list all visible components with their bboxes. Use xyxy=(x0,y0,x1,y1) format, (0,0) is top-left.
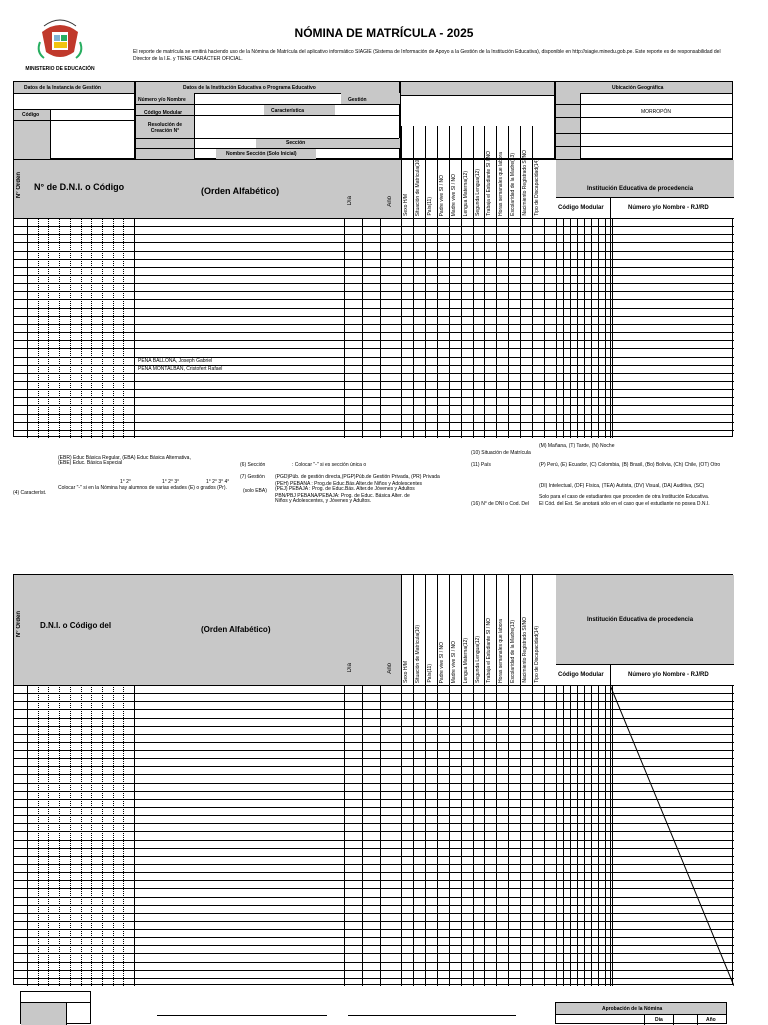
table1-body xyxy=(14,218,734,438)
note-enrollment-status: (10) Situación de Matrícula xyxy=(471,450,531,456)
column-header-8: Trabaja el Estudiante SI / NO xyxy=(486,618,493,683)
approval-day: Día xyxy=(655,1017,663,1023)
column-header-4: Padre vive SI / NO xyxy=(438,174,445,216)
dni-header-2: D.N.I. o Código del xyxy=(40,621,112,630)
column-header-1: Sexo H/M xyxy=(403,661,409,683)
table-row xyxy=(14,430,734,439)
column-header-2: Situación de Matrícula(10) xyxy=(414,157,421,216)
origin-school-header-2: Institución Educativa de procedencia xyxy=(587,617,694,623)
approval-box xyxy=(555,1002,727,1024)
note-pbn: PBN/PBJ PEBANA/PEBAJA: Prog. de Educ. Básica Alter. de xyxy=(275,493,410,499)
column-header-10: Escolaridad de la Madre(13) xyxy=(510,153,517,216)
note-section-desc: : Colocar "-" si es sección única o xyxy=(292,462,367,468)
logo xyxy=(25,12,95,74)
name-rjrd-header-2: Número y/o Nombre - RJ/RD xyxy=(628,672,709,678)
column-header-12: Tipo de Discapacidad(14) xyxy=(534,626,541,683)
institution-box xyxy=(135,81,400,159)
note-characteristic: (4) Característ. xyxy=(13,490,47,496)
day-header-2: Día xyxy=(347,663,353,673)
diagonal-line xyxy=(610,685,734,986)
order-header-2: N° Orden xyxy=(16,611,22,638)
section-name-label: Nombre Sección (Solo Inicial) xyxy=(226,151,297,157)
note-section: (6) Sección xyxy=(240,462,266,468)
column-header-2: Situación de Matrícula(10) xyxy=(414,624,421,683)
section-label: Sección xyxy=(286,140,306,146)
note-disability-desc: (DI) Intelectual, (DF) Física, (TEA) Autista, (DV) Visual, (DA) Auditiva, (SC) xyxy=(539,483,705,489)
management-label: Gestión xyxy=(348,97,367,103)
name-rjrd-header: Número y/o Nombre - RJ/RD xyxy=(628,205,709,211)
resolution-label: Resolución de Creación N° xyxy=(147,122,183,134)
coat-of-arms-icon xyxy=(30,12,90,64)
origin-school-header: Institución Educativa de procedencia xyxy=(587,186,694,192)
location-title: Ubicación Geográfica xyxy=(612,85,664,91)
student-name: PEÑA BALLONA, Joseph Gabriel xyxy=(138,358,213,365)
modular-code-col-header: Código Modular xyxy=(558,205,604,211)
column-header-8: Trabaja el Estudiante SI / NO xyxy=(486,151,493,216)
instance-code-label: Código xyxy=(22,112,40,118)
note-origin-desc: Solo para el caso de estudiantes que proceden de otra Institución Educativa. xyxy=(539,494,710,500)
dni-header: N° de D.N.I. o Código xyxy=(34,182,125,192)
column-header-3: País(11) xyxy=(426,197,433,216)
ministry-label: MINISTERIO DE EDUCACIÓN xyxy=(25,66,95,72)
column-header-4: Padre vive SI / NO xyxy=(438,641,445,683)
note-management-desc: (PGD)Púb. de gestión directa,(PGP)Púb.de Gestión Privada, (PR) Privada xyxy=(275,474,440,480)
note-characteristic-desc: Colocar "-" si en la Nómina hay alumnos de varias edades (E) o grados (Pr). xyxy=(58,485,227,491)
student-name: PEÑA MONTALBAN, Cristofert Rafael xyxy=(138,366,223,373)
approval-year: Año xyxy=(706,1017,716,1023)
notes xyxy=(0,440,768,510)
order-header: N° Orden xyxy=(16,172,22,199)
column-header-6: Lengua Materna(12) xyxy=(462,170,469,216)
note-dni: (16) N° de DNI o Cod. Del xyxy=(471,501,529,507)
district-value: MORROPÓN xyxy=(641,109,671,115)
column-header-5: Madre vive SI / NO xyxy=(450,173,457,216)
alphabetical-header-2: (Orden Alfabético) xyxy=(201,625,271,634)
rotated-column-headers xyxy=(401,126,556,218)
column-header-3: País(11) xyxy=(426,664,433,683)
rotated-column-headers-2 xyxy=(401,575,556,685)
column-header-11: Nacimiento Registrado SI/NO xyxy=(522,617,529,683)
page-title: NÓMINA DE MATRÍCULA - 2025 xyxy=(294,26,474,40)
column-header-7: Segunda Lengua(12) xyxy=(474,636,481,683)
location-box xyxy=(555,81,733,159)
note-country: (11) País xyxy=(471,462,491,468)
column-header-9: Horas semanales que labora xyxy=(498,619,505,683)
note-dni-desc: El Cód. del Est. Se anotará sólo en el caso que el estudiante no posea D.N.I. xyxy=(539,501,710,507)
modular-code-col-header-2: Código Modular xyxy=(558,672,604,678)
note-shift: (M) Mañana, (T) Tarde, (N) Noche xyxy=(539,443,615,449)
instance-title: Datos de la Instancia de Gestión xyxy=(24,85,101,91)
column-header-12: Tipo de Discapacidad(14) xyxy=(534,159,541,216)
signature-line-2 xyxy=(348,1015,516,1016)
modular-code-label: Código Modular xyxy=(144,110,183,116)
note-pbn-desc: Niños y Adolescentes, y Jóvenes y Adultos. xyxy=(275,498,372,504)
column-header-9: Horas semanales que labora xyxy=(498,152,505,216)
characteristic-label: Característica xyxy=(271,108,305,114)
note-ebr: (EBR) Educ Básica Regular, (EBA) Educ Básica Alternativa, xyxy=(58,455,191,461)
note-grades-3: 1° 2° 3° 4° xyxy=(206,479,230,485)
column-header-1: Sexo H/M xyxy=(403,194,409,216)
approval-title: Aprobación de la Nómina xyxy=(602,1006,663,1012)
note-ebe: (EBE) Educ. Básica Especial xyxy=(58,460,123,466)
note-grades-2: 1° 2° 3° xyxy=(162,479,180,485)
alphabetical-header: (Orden Alfabético) xyxy=(201,186,280,196)
enrollment-table-2 xyxy=(13,574,733,985)
footer-stamp-box xyxy=(20,991,91,1024)
column-header-7: Segunda Lengua(12) xyxy=(474,169,481,216)
column-header-5: Madre vive SI / NO xyxy=(450,640,457,683)
signature-line-1 xyxy=(157,1015,327,1016)
note-pebana: (PEH) PEBANA : Prog.de Educ.Bás.Alter.de Niños y Adolescentes xyxy=(275,481,423,487)
note-eba-only: (solo EBA) xyxy=(243,488,267,494)
column-header-10: Escolaridad de la Madre(13) xyxy=(510,620,517,683)
number-name-label: Número y/o Nombre xyxy=(138,97,186,103)
column-header-11: Nacimiento Registrado SI/NO xyxy=(522,150,529,216)
column-header-6: Lengua Materna(12) xyxy=(462,637,469,683)
year-header: Año xyxy=(387,196,393,207)
report-description: El reporte de matrícula se emitirá haciendo uso de la Nómina de Matrícula del aplicativo informático SIAGIE (Sistema de Información de Apoyo a la Gestión de la Institución Educativa), disponible en http://siagie.minedu.gob.pe. Este reporte es de responsabilidad del Director de la I.E. y TIENE CARÁCTER OFICIAL. xyxy=(133,49,721,62)
institution-title: Datos de la Institución Educativa o Programa Educativo xyxy=(183,85,316,91)
note-grades-1: 1° 2° xyxy=(120,479,131,485)
note-pebaja: (PEJ) PEBAJA : Prog. de Educ.Bás. Alter.de Jóvenes y Adultos xyxy=(275,486,415,492)
note-management: (7) Gestión xyxy=(240,474,265,480)
instance-box xyxy=(13,81,135,159)
note-country-desc: (P) Perú, (E) Ecuador, (C) Colombia, (B) Brasil, (Bo) Bolivia, (Ch) Chile, (OT) Otro xyxy=(539,462,721,468)
year-header-2: Año xyxy=(387,663,393,674)
day-header: Día xyxy=(347,196,353,206)
